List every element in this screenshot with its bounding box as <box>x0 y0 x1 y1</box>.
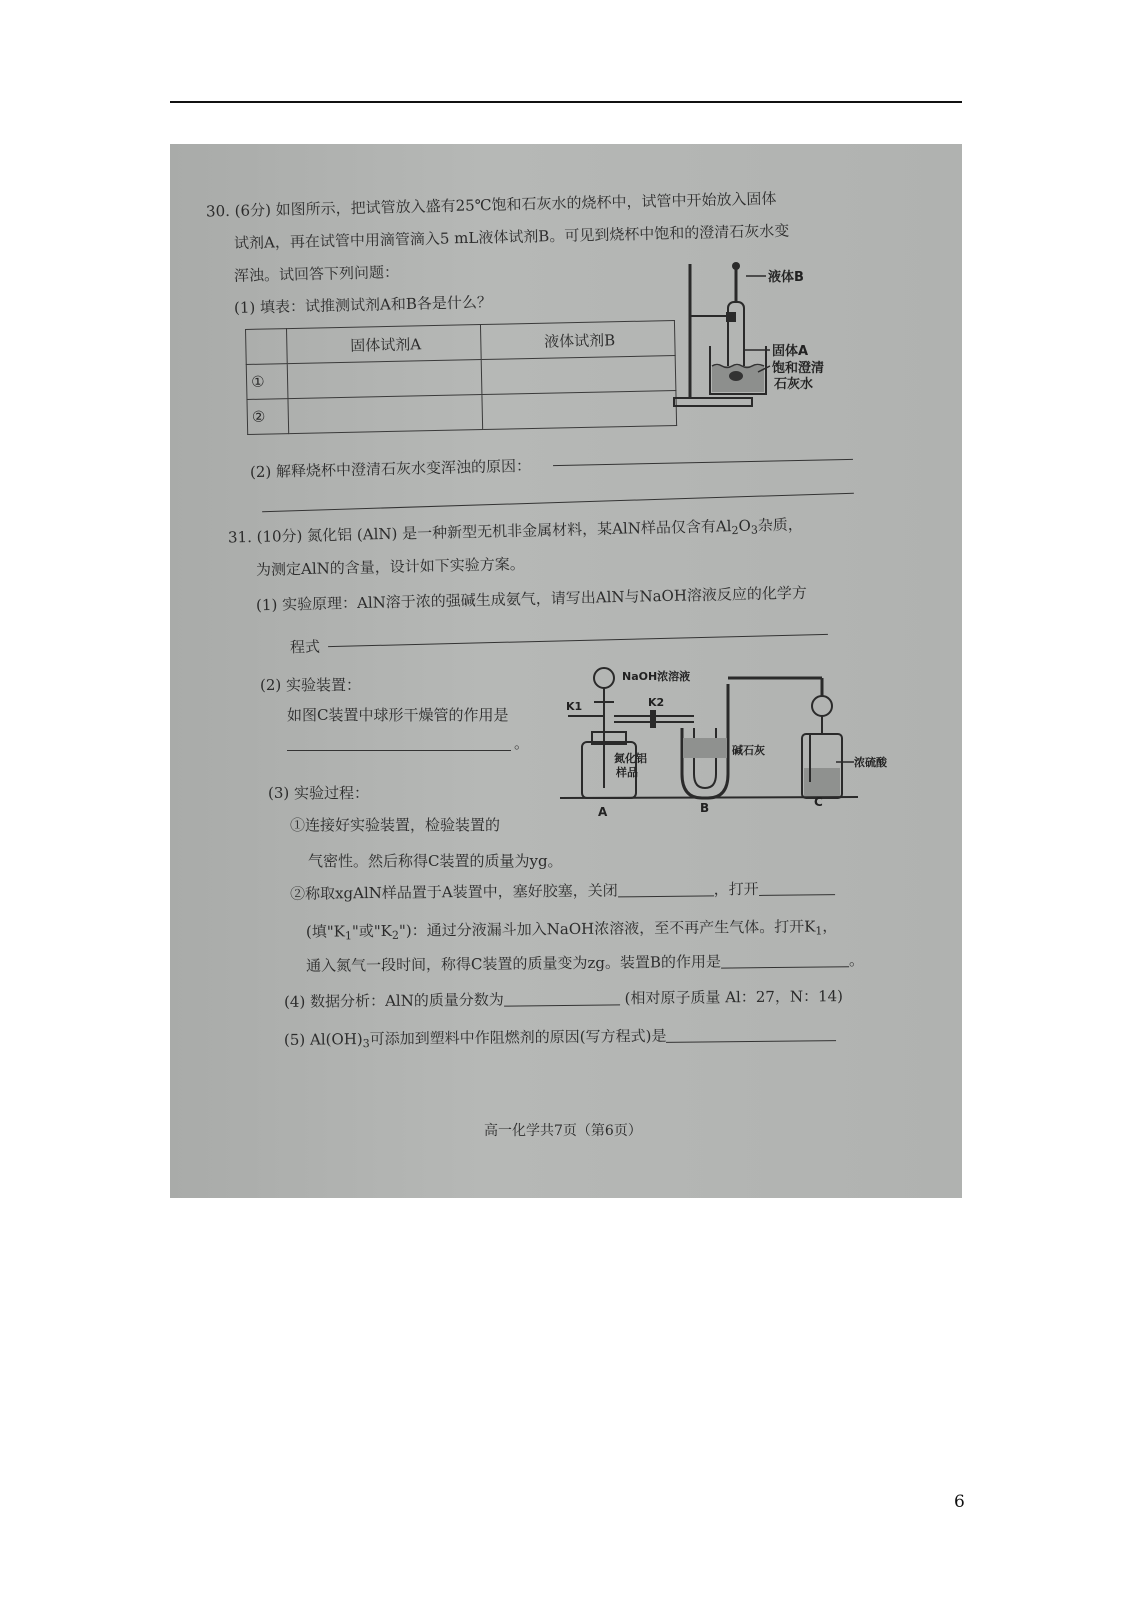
row-label: ① <box>246 364 288 400</box>
k1-label: K1 <box>566 700 583 713</box>
q31-part2-question: 如图C装置中球形干燥管的作用是 <box>287 706 509 724</box>
q30-line3: 浑浊。试回答下列问题： <box>233 263 400 285</box>
q31-step2-b: (填"$K_1$"或"$K_2$")：通过分液漏斗加入NaOH浓溶液，至不再产生气体。打开$K_1$， <box>305 917 838 943</box>
q30-line1: 30. (6分) 如图所示，把试管放入盛有25℃饱和石灰水的烧杯中，试管中开始放入固体 <box>205 189 777 221</box>
apparatus-figure-q30 <box>670 254 850 414</box>
answer-blank[interactable] <box>666 1026 836 1043</box>
q31-step1-a: ①连接好实验装置，检验装置的 <box>290 816 501 834</box>
naoh-label: NaOH浓溶液 <box>622 670 691 683</box>
q31-step2-c: 通入氮气一段时间，称得C装置的质量变为zg。装置B的作用是 。 <box>305 951 865 975</box>
answer-blank[interactable] <box>721 952 849 968</box>
q31-line1: 31. (10分) 氮化铝 (AlN) 是一种新型无机非金属材料，某AlN样品仅含有$Al_2O_3$杂质， <box>227 515 803 547</box>
sample-label-2: 样品 <box>616 766 638 779</box>
solid-a-label: 固体A <box>772 344 809 359</box>
answer-blank[interactable] <box>759 880 835 896</box>
q31-step1-b: 气密性。然后称得C装置的质量为yg。 <box>308 852 563 870</box>
label-a: A <box>598 805 608 819</box>
q31-part1: (1) 实验原理：AlN溶于浓的强碱生成氨气，请写出AlN与NaOH溶液反应的化学方 <box>255 583 808 615</box>
q30-part1: (1) 填表：试推测试剂A和B各是什么？ <box>233 293 493 317</box>
photo-footer: 高一化学共7页（第6页） <box>484 1123 642 1139</box>
q31-line2: 为测定AlN的含量，设计如下实验方案。 <box>255 554 525 580</box>
table-header-solid-a: 固体试剂A <box>287 325 481 364</box>
table-cell <box>246 329 288 365</box>
answer-cell[interactable] <box>287 360 481 399</box>
exam-photo <box>170 144 962 1198</box>
sample-label-1: 氮化铝 <box>614 752 647 765</box>
limewater-label-1: 饱和澄清 <box>772 361 825 376</box>
q31-part1-cont: 程式 <box>289 637 321 657</box>
table-header-liquid-b: 液体试剂B <box>480 321 675 360</box>
page-number: 6 <box>954 1492 965 1512</box>
apparatus-figure-q31 <box>558 664 898 824</box>
answer-cell[interactable] <box>288 395 482 434</box>
q30-line2: 试剂A，再在试管中用滴管滴入5 mL液体试剂B。可见到烧杯中饱和的澄清石灰水变 <box>233 221 790 253</box>
answer-cell[interactable] <box>481 355 676 394</box>
answer-blank[interactable] <box>618 881 714 897</box>
q31-part3: (3) 实验过程： <box>268 784 370 802</box>
q31-part2: (2) 实验装置： <box>260 676 362 694</box>
q31-part2-end: 。 <box>514 734 530 752</box>
soda-lime-label: 碱石灰 <box>732 744 765 757</box>
limewater-label-2: 石灰水 <box>774 377 814 392</box>
q31-step2-a: ②称取xgAlN样品置于A装置中，塞好胶塞，关闭 ，打开 <box>290 879 835 903</box>
answer-table <box>245 320 677 435</box>
liquid-b-label: 液体B <box>768 270 804 285</box>
header-rule <box>170 101 962 103</box>
answer-blank[interactable] <box>504 990 620 1006</box>
label-b: B <box>700 801 710 815</box>
answer-line <box>287 750 511 751</box>
row-label: ② <box>247 399 289 435</box>
answer-cell[interactable] <box>482 390 677 429</box>
k2-label: K2 <box>648 696 665 709</box>
acid-label: 浓硫酸 <box>854 756 887 769</box>
q31-part4: (4) 数据分析：AlN的质量分数为 (相对原子质量 Al：27，N：14) <box>283 987 844 1011</box>
q30-part2: (2) 解释烧杯中澄清石灰水变浑浊的原因： <box>249 456 532 482</box>
q31-part5: (5) $Al(OH)_3$可添加到塑料中作阻燃剂的原因(写方程式)是 <box>284 1025 837 1054</box>
label-c: C <box>814 795 823 809</box>
